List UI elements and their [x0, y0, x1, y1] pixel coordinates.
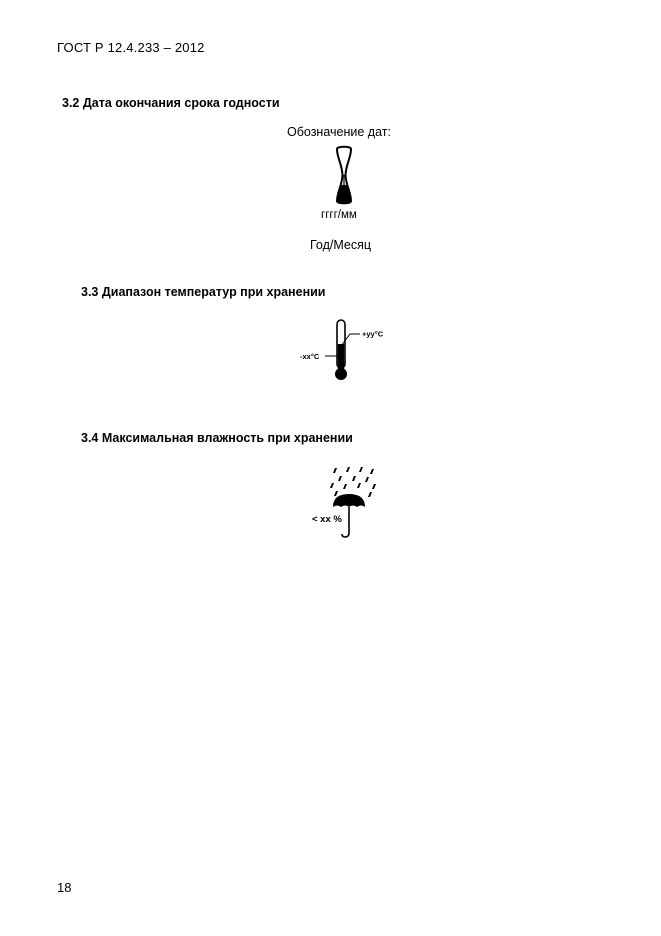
upper-temperature-label: +yy°C: [362, 329, 384, 339]
date-format-label: гггг/мм: [321, 209, 357, 221]
umbrella-rain-icon: [308, 464, 388, 540]
raindrops: [330, 467, 376, 497]
lower-temperature-label: -xx°C: [300, 352, 320, 361]
thermometer-icon: [296, 318, 396, 384]
date-designation-caption: Обозначение дат:: [287, 125, 391, 139]
date-format-meaning: Год/Месяц: [310, 238, 372, 252]
document-header: ГОСТ Р 12.4.233 – 2012: [57, 40, 205, 55]
page-number: 18: [57, 880, 72, 895]
section-3-2-heading: 3.2 Дата окончания срока годности: [62, 96, 280, 110]
section-3-3-heading: 3.3 Диапазон температур при хранении: [81, 285, 326, 299]
section-3-4-heading: 3.4 Максимальная влажность при хранении: [81, 431, 353, 445]
humidity-limit-label: < xx %: [312, 514, 342, 525]
hourglass-icon: [332, 146, 356, 204]
